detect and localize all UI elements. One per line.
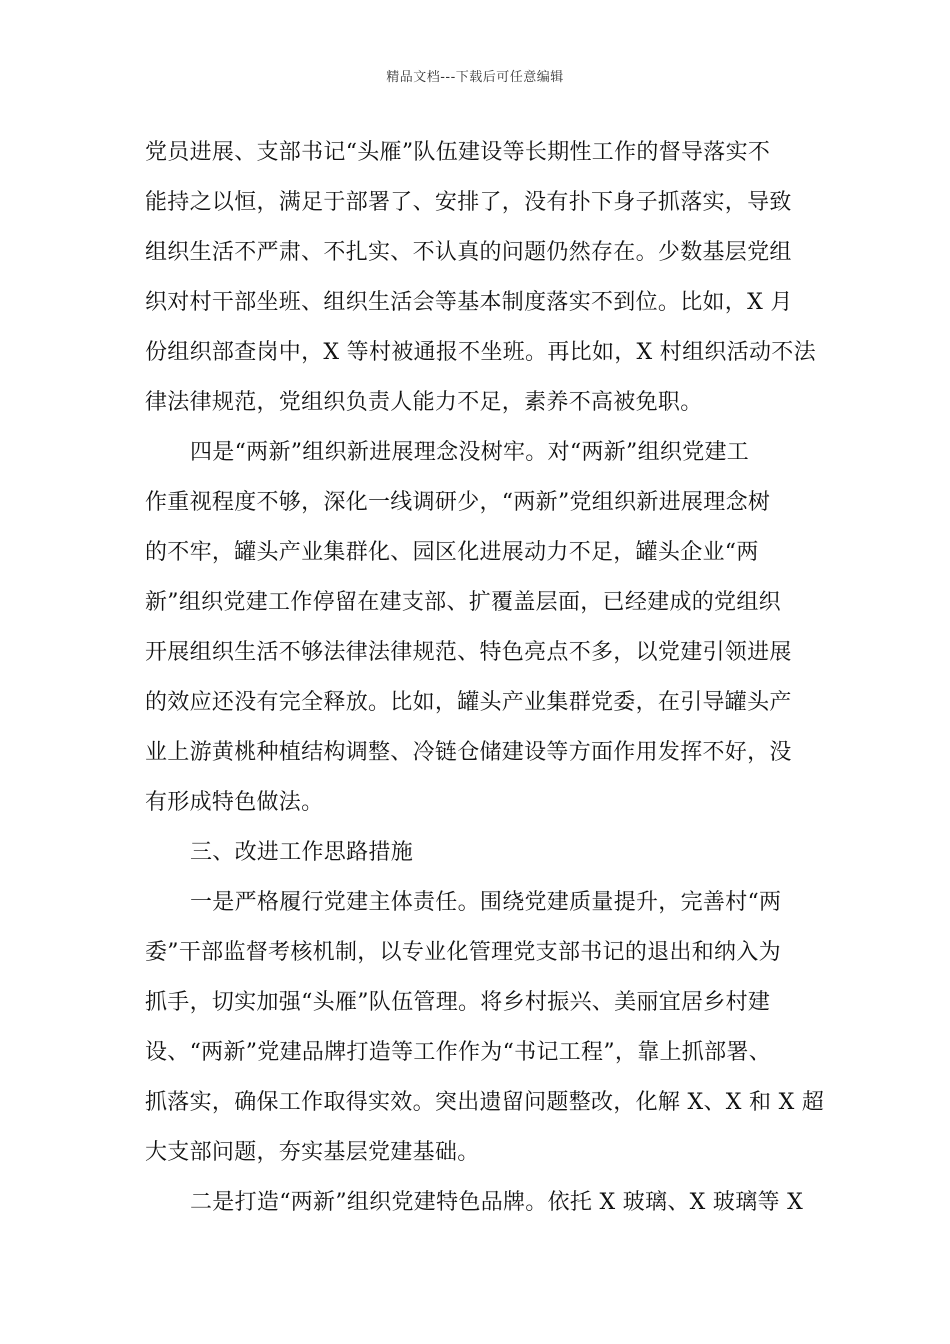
text-line: 抓落实，确保工作取得实效。突出遗留问题整改，化解 X、X 和 X 超: [145, 1090, 825, 1115]
paragraph-start-line: 一是严格履行党建主体责任。围绕党建质量提升，完善村“两: [190, 890, 782, 915]
text-line: 有形成特色做法。: [145, 790, 324, 815]
section-heading: 三、改进工作思路措施: [190, 840, 414, 865]
running-header: 精品文档---下载后可任意编辑: [386, 70, 564, 85]
text-line: 新”组织党建工作停留在建支部、扩覆盖层面，已经建成的党组织: [145, 590, 781, 615]
text-line: 份组织部查岗中，X 等村被通报不坐班。再比如，X 村组织活动不法: [145, 340, 816, 365]
text-line: 委”干部监督考核机制，以专业化管理党支部书记的退出和纳入为: [145, 940, 781, 965]
text-line: 设、“两新”党建品牌打造等工作作为“书记工程”，靠上抓部署、: [145, 1040, 771, 1065]
text-line: 抓手，切实加强“头雁”队伍管理。将乡村振兴、美丽宜居乡村建: [145, 990, 771, 1015]
text-line: 织对村干部坐班、组织生活会等基本制度落实不到位。比如，X 月: [145, 290, 793, 315]
document-body: [145, 128, 825, 1228]
text-line: 的不牢，罐头产业集群化、园区化进展动力不足，罐头企业“两: [145, 540, 759, 565]
text-line: 的效应还没有完全释放。比如，罐头产业集群党委，在引导罐头产: [145, 690, 792, 715]
text-line: 律法律规范，党组织负责人能力不足，素养不高被免职。: [145, 390, 703, 415]
text-line: 业上游黄桃种植结构调整、冷链仓储建设等方面作用发挥不好，没: [145, 740, 792, 765]
text-line: 大支部问题，夯实基层党建基础。: [145, 1140, 480, 1165]
text-line: 能持之以恒，满足于部署了、安排了，没有扑下身子抓落实，导致: [145, 190, 792, 215]
text-line: 开展组织生活不够法律法律规范、特色亮点不多，以党建引领进展: [145, 640, 792, 665]
text-line: 组织生活不严肃、不扎实、不认真的问题仍然存在。少数基层党组: [145, 240, 792, 265]
paragraph-start-line: 二是打造“两新”组织党建特色品牌。依托 X 玻璃、X 玻璃等 X: [190, 1190, 804, 1215]
text-line: 作重视程度不够，深化一线调研少，“两新”党组织新进展理念树: [145, 490, 771, 515]
text-line: 党员进展、支部书记“头雁”队伍建设等长期性工作的督导落实不: [145, 140, 771, 165]
paragraph-start-line: 四是“两新”组织新进展理念没树牢。对“两新”组织党建工: [190, 440, 750, 465]
